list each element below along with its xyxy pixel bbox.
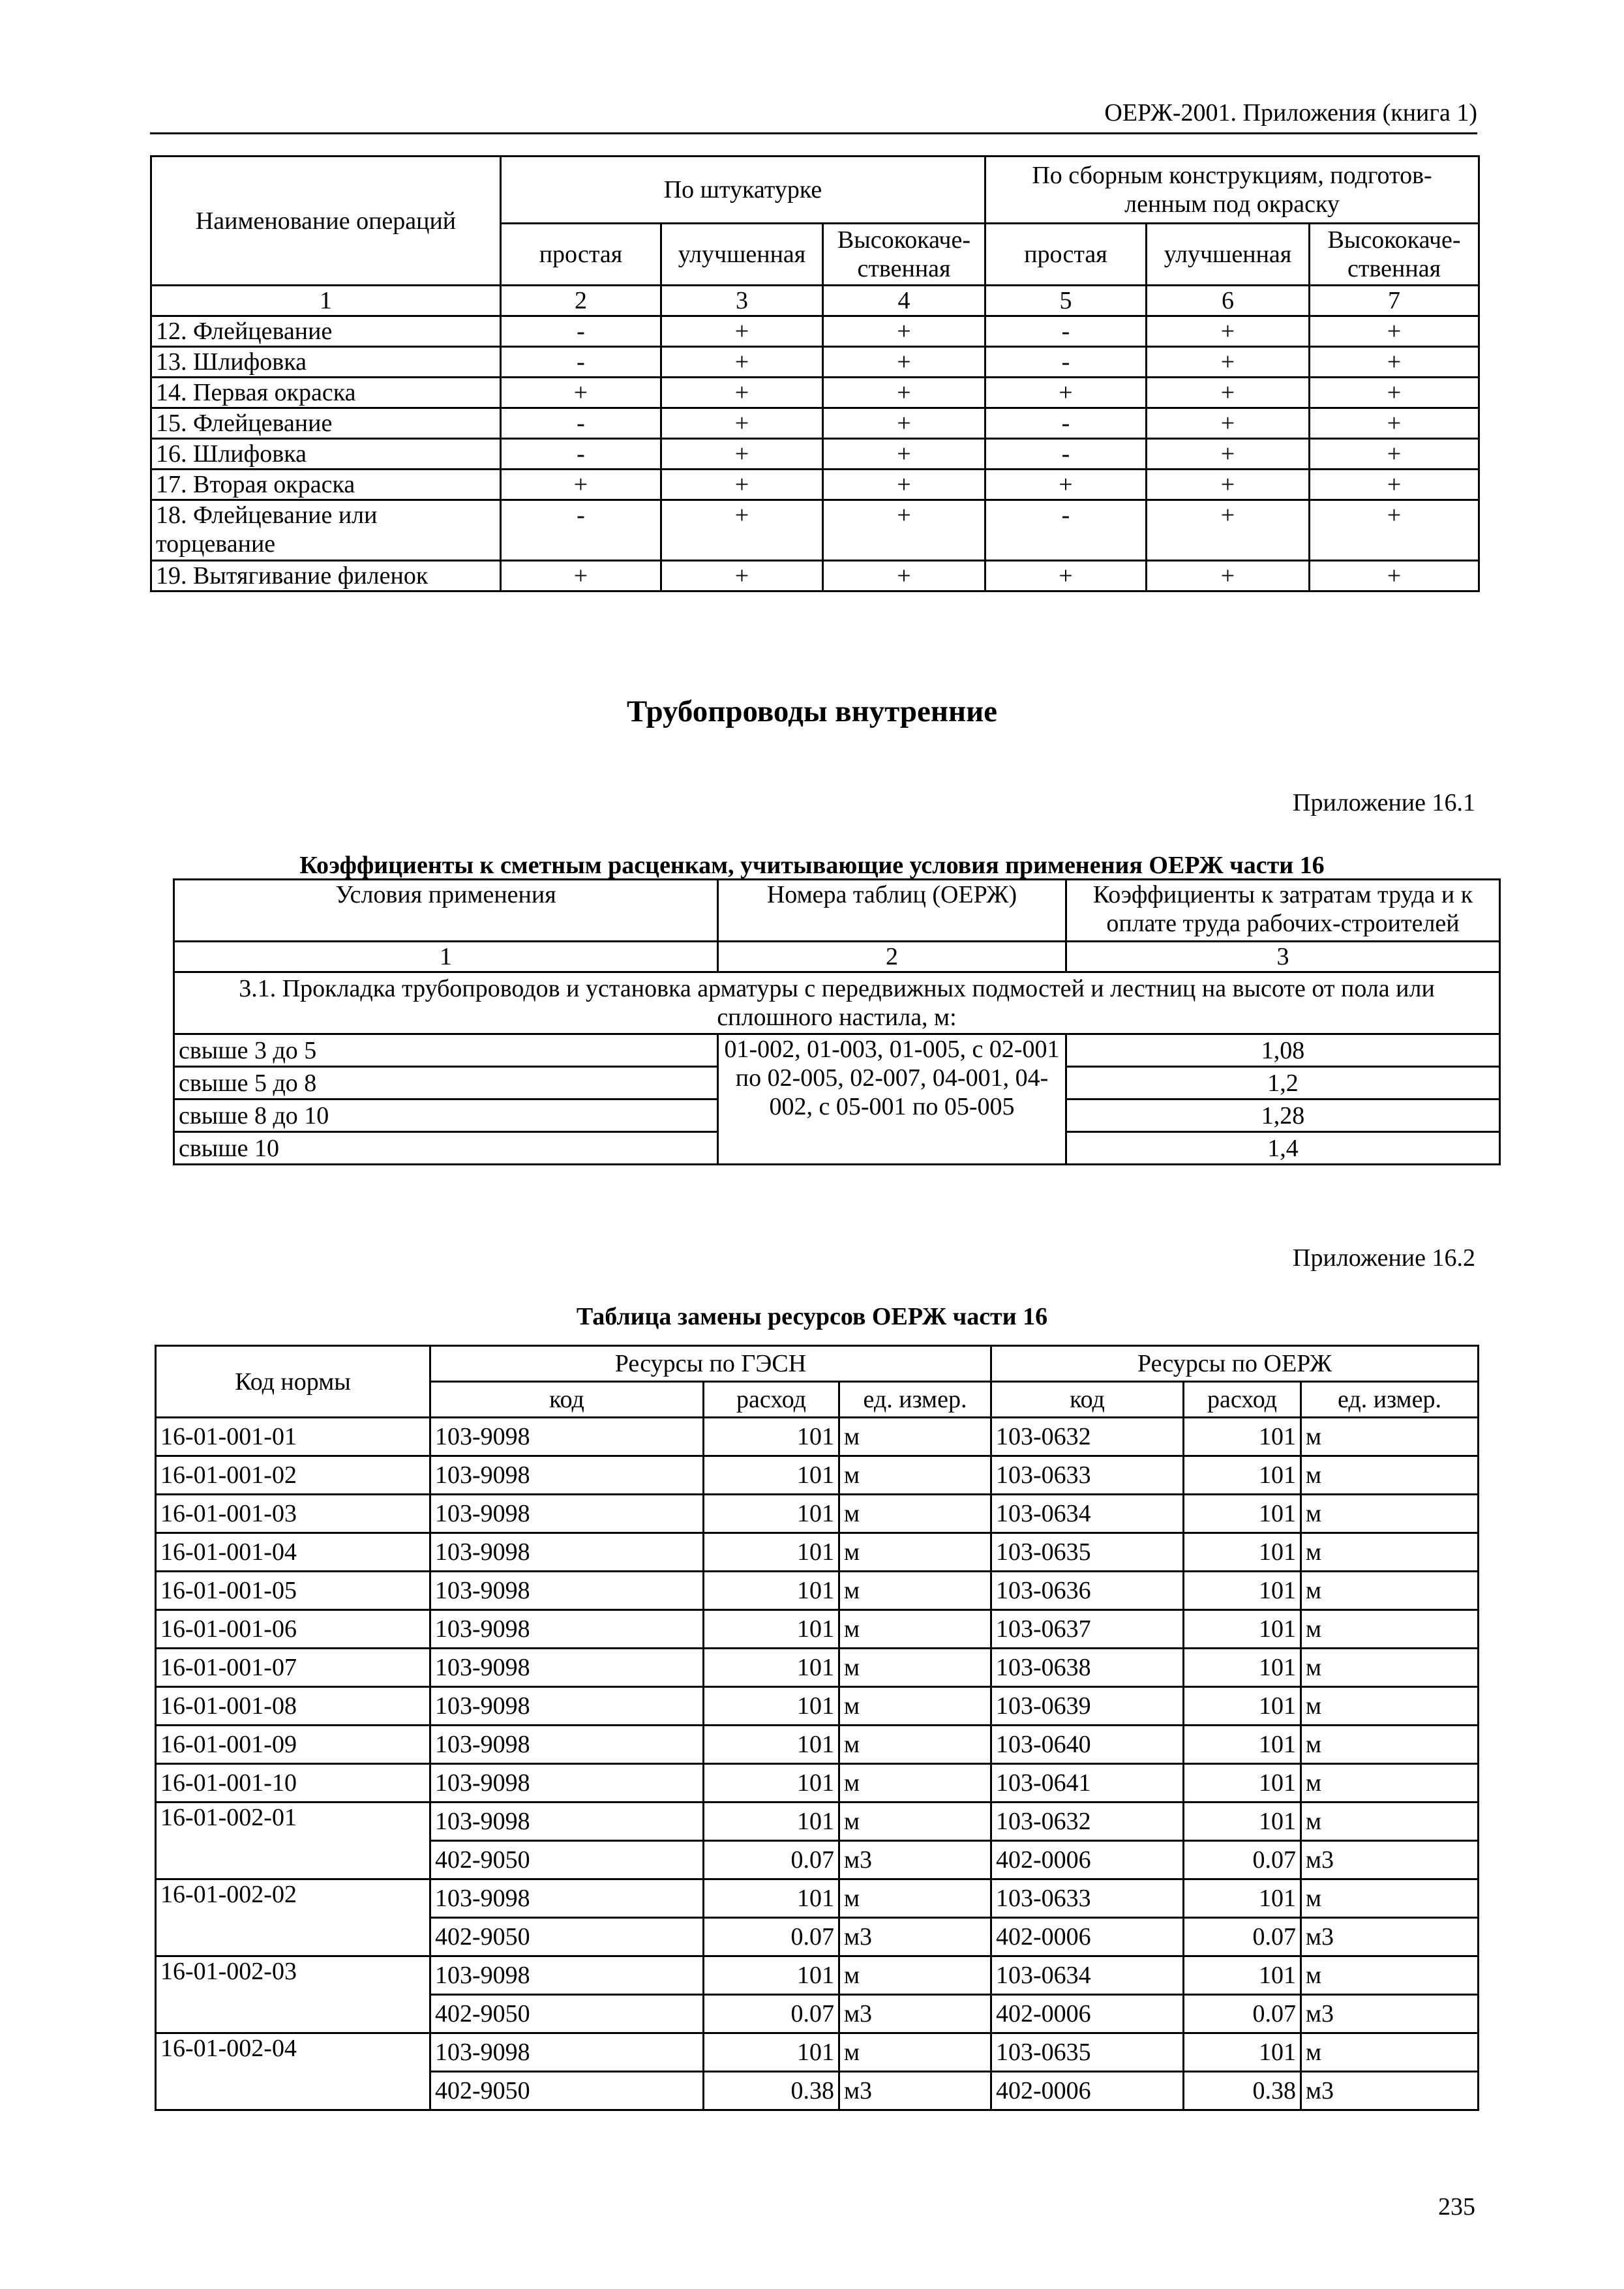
gesn-amount: 101	[704, 1687, 839, 1726]
gesn-code: 103-9098	[430, 1572, 704, 1610]
mark-cell: +	[1310, 316, 1479, 347]
gesn-unit: м3	[839, 1995, 991, 2033]
gesn-unit: м3	[839, 1841, 991, 1879]
mark-cell: +	[1310, 500, 1479, 561]
oerzh-code: 103-0635	[991, 1533, 1184, 1572]
oerzh-code: 402-0006	[991, 2072, 1184, 2110]
gesn-code: 103-9098	[430, 1956, 704, 1995]
gesn-amount: 101	[704, 1533, 839, 1572]
mark-cell: -	[985, 316, 1147, 347]
header-rule	[150, 132, 1477, 134]
gesn-unit: м	[839, 1610, 991, 1649]
gesn-amount: 101	[704, 1879, 839, 1918]
oerzh-unit: м	[1301, 1610, 1479, 1649]
sub-header: Высококаче- ственная	[823, 224, 985, 286]
col-header-norm-code: Код нормы	[156, 1346, 430, 1418]
column-number: 1	[151, 286, 501, 316]
gesn-amount: 0.07	[704, 1995, 839, 2033]
gesn-code: 103-9098	[430, 1726, 704, 1764]
oerzh-unit: м	[1301, 1649, 1479, 1687]
gesn-unit: м	[839, 1956, 991, 1995]
sub-header: код	[430, 1382, 704, 1418]
gesn-unit: м	[839, 1572, 991, 1610]
oerzh-amount: 101	[1184, 1610, 1301, 1649]
gesn-amount: 101	[704, 1572, 839, 1610]
gesn-unit: м	[839, 1533, 991, 1572]
sub-header: код	[991, 1382, 1184, 1418]
oerzh-code: 103-0640	[991, 1726, 1184, 1764]
mark-cell: -	[985, 439, 1147, 470]
condition-cell: свыше 5 до 8	[174, 1067, 718, 1100]
gesn-code: 103-9098	[430, 1879, 704, 1918]
oerzh-unit: м3	[1301, 2072, 1479, 2110]
oerzh-unit: м3	[1301, 1918, 1479, 1956]
gesn-unit: м3	[839, 1918, 991, 1956]
table-row	[156, 1649, 1479, 1687]
appendix-label: Приложение 16.2	[1293, 1244, 1475, 1272]
column-number: 1	[174, 942, 718, 972]
mark-cell: +	[823, 439, 985, 470]
mark-cell: +	[823, 347, 985, 378]
gesn-code: 402-9050	[430, 1995, 704, 2033]
mark-cell: +	[823, 378, 985, 408]
mark-cell: +	[661, 439, 823, 470]
gesn-amount: 101	[704, 1418, 839, 1456]
mark-cell: -	[501, 439, 661, 470]
column-number: 6	[1147, 286, 1310, 316]
gesn-unit: м	[839, 1764, 991, 1803]
condition-cell: свыше 3 до 5	[174, 1034, 718, 1067]
oerzh-amount: 101	[1184, 1533, 1301, 1572]
operation-name: 18. Флейцевание или торцевание	[151, 500, 501, 561]
table-row	[151, 561, 1479, 591]
oerzh-unit: м3	[1301, 1995, 1479, 2033]
table-row	[151, 470, 1479, 500]
column-number: 5	[985, 286, 1147, 316]
oerzh-code: 402-0006	[991, 1841, 1184, 1879]
oerzh-amount: 0.07	[1184, 1841, 1301, 1879]
gesn-unit: м	[839, 1456, 991, 1495]
norm-code: 16-01-002-03	[156, 1956, 430, 2033]
mark-cell: +	[985, 470, 1147, 500]
oerzh-unit: м	[1301, 1803, 1479, 1841]
norm-code: 16-01-001-03	[156, 1495, 430, 1533]
mark-cell: +	[1147, 439, 1310, 470]
oerzh-amount: 101	[1184, 1764, 1301, 1803]
table-row	[156, 1456, 1479, 1495]
gesn-code: 103-9098	[430, 1649, 704, 1687]
mark-cell: +	[1147, 347, 1310, 378]
col-header-operation: Наименование операций	[151, 157, 501, 286]
oerzh-code: 103-0641	[991, 1764, 1184, 1803]
gesn-amount: 101	[704, 1495, 839, 1533]
oerzh-amount: 0.38	[1184, 2072, 1301, 2110]
norm-code: 16-01-002-02	[156, 1879, 430, 1956]
gesn-unit: м	[839, 2033, 991, 2072]
section-title: Трубопроводы внутренние	[626, 695, 998, 728]
mark-cell: -	[501, 408, 661, 439]
mark-cell: +	[661, 470, 823, 500]
mark-cell: +	[501, 561, 661, 591]
oerzh-unit: м	[1301, 1956, 1479, 1995]
mark-cell: +	[1310, 408, 1479, 439]
gesn-amount: 101	[704, 2033, 839, 2072]
mark-cell: -	[501, 347, 661, 378]
operation-name: 13. Шлифовка	[151, 347, 501, 378]
norm-code: 16-01-001-08	[156, 1687, 430, 1726]
table-row	[156, 1687, 1479, 1726]
oerzh-amount: 101	[1184, 1456, 1301, 1495]
table-row	[156, 1572, 1479, 1610]
oerzh-unit: м	[1301, 1418, 1479, 1456]
table-row	[174, 1034, 1500, 1067]
oerzh-code: 103-0635	[991, 2033, 1184, 2072]
oerzh-code: 402-0006	[991, 1995, 1184, 2033]
norm-code: 16-01-001-04	[156, 1533, 430, 1572]
mark-cell: +	[985, 378, 1147, 408]
mark-cell: -	[501, 500, 661, 561]
operations-table	[150, 155, 1480, 592]
coefficient-cell: 1,28	[1066, 1100, 1500, 1132]
column-number: 7	[1310, 286, 1479, 316]
table-row	[156, 1764, 1479, 1803]
tables-ref-cell: 01-002, 01-003, 01-005, с 02-001 по 02-005, 02-007, 04-001, 04-002, с 05-001 по 05-005	[718, 1034, 1066, 1165]
sub-header: расход	[1184, 1382, 1301, 1418]
mark-cell: +	[1310, 561, 1479, 591]
mark-cell: +	[1310, 439, 1479, 470]
oerzh-unit: м	[1301, 1687, 1479, 1726]
mark-cell: -	[985, 408, 1147, 439]
mark-cell: +	[1147, 500, 1310, 561]
group-header-prefab: По сборным конструкциям, подготов- ленным под окраску	[985, 157, 1479, 224]
oerzh-amount: 101	[1184, 1879, 1301, 1918]
table-caption: Коэффициенты к сметным расценкам, учитывающие условия применения ОЕРЖ части 16	[299, 852, 1325, 879]
gesn-unit: м	[839, 1687, 991, 1726]
table-row	[156, 1418, 1479, 1456]
mark-cell: +	[661, 408, 823, 439]
table-row	[156, 2033, 1479, 2072]
gesn-code: 103-9098	[430, 2033, 704, 2072]
gesn-amount: 0.38	[704, 2072, 839, 2110]
oerzh-amount: 101	[1184, 1495, 1301, 1533]
norm-code: 16-01-001-01	[156, 1418, 430, 1456]
norm-code: 16-01-001-05	[156, 1572, 430, 1610]
oerzh-unit: м	[1301, 2033, 1479, 2072]
gesn-code: 103-9098	[430, 1610, 704, 1649]
mark-cell: +	[1147, 408, 1310, 439]
gesn-unit: м3	[839, 2072, 991, 2110]
mark-cell: +	[1310, 347, 1479, 378]
gesn-code: 103-9098	[430, 1495, 704, 1533]
mark-cell: +	[823, 408, 985, 439]
oerzh-amount: 0.07	[1184, 1918, 1301, 1956]
sub-header: расход	[704, 1382, 839, 1418]
mark-cell: -	[501, 316, 661, 347]
oerzh-code: 103-0638	[991, 1649, 1184, 1687]
gesn-unit: м	[839, 1418, 991, 1456]
group-header-oerzh: Ресурсы по ОЕРЖ	[991, 1346, 1479, 1382]
gesn-amount: 0.07	[704, 1918, 839, 1956]
mark-cell: +	[661, 347, 823, 378]
oerzh-unit: м	[1301, 1495, 1479, 1533]
mark-cell: +	[661, 561, 823, 591]
table-row	[151, 500, 1479, 561]
column-number: 3	[661, 286, 823, 316]
mark-cell: +	[1310, 470, 1479, 500]
appendix-label: Приложение 16.1	[1293, 789, 1475, 816]
mark-cell: +	[1310, 378, 1479, 408]
table-row	[156, 1956, 1479, 1995]
col-header-coefficients: Коэффициенты к затратам труда и к оплате труда рабочих-строителей	[1066, 880, 1500, 942]
sub-header: Высококаче- ственная	[1310, 224, 1479, 286]
norm-code: 16-01-002-04	[156, 2033, 430, 2110]
mark-cell: +	[661, 500, 823, 561]
oerzh-code: 103-0633	[991, 1456, 1184, 1495]
oerzh-unit: м	[1301, 1456, 1479, 1495]
norm-code: 16-01-001-02	[156, 1456, 430, 1495]
operation-name: 16. Шлифовка	[151, 439, 501, 470]
mark-cell: -	[985, 347, 1147, 378]
gesn-unit: м	[839, 1726, 991, 1764]
norm-code: 16-01-002-01	[156, 1803, 430, 1879]
gesn-amount: 101	[704, 1803, 839, 1841]
resource-replacement-table	[155, 1345, 1479, 2111]
oerzh-code: 103-0639	[991, 1687, 1184, 1726]
mark-cell: +	[501, 378, 661, 408]
coefficient-cell: 1,2	[1066, 1067, 1500, 1100]
gesn-code: 402-9050	[430, 2072, 704, 2110]
oerzh-unit: м	[1301, 1726, 1479, 1764]
table-row	[156, 1803, 1479, 1841]
column-number: 2	[718, 942, 1066, 972]
oerzh-amount: 101	[1184, 1572, 1301, 1610]
sub-header: улучшенная	[661, 224, 823, 286]
oerzh-amount: 101	[1184, 1649, 1301, 1687]
sub-header: простая	[501, 224, 661, 286]
operation-name: 12. Флейцевание	[151, 316, 501, 347]
mark-cell: +	[501, 470, 661, 500]
mark-cell: +	[1147, 316, 1310, 347]
mark-cell: +	[823, 561, 985, 591]
gesn-code: 103-9098	[430, 1533, 704, 1572]
oerzh-amount: 101	[1184, 1418, 1301, 1456]
sub-header: ед. измер.	[1301, 1382, 1479, 1418]
gesn-code: 402-9050	[430, 1918, 704, 1956]
mark-cell: +	[661, 316, 823, 347]
oerzh-code: 103-0634	[991, 1495, 1184, 1533]
gesn-unit: м	[839, 1649, 991, 1687]
column-number: 2	[501, 286, 661, 316]
gesn-amount: 101	[704, 1610, 839, 1649]
mark-cell: +	[1147, 470, 1310, 500]
sub-header: улучшенная	[1147, 224, 1310, 286]
page-number: 235	[1438, 2193, 1475, 2221]
mark-cell: +	[823, 316, 985, 347]
oerzh-code: 103-0634	[991, 1956, 1184, 1995]
oerzh-code: 103-0632	[991, 1418, 1184, 1456]
oerzh-unit: м	[1301, 1533, 1479, 1572]
norm-code: 16-01-001-06	[156, 1610, 430, 1649]
column-number: 3	[1066, 942, 1500, 972]
oerzh-code: 103-0632	[991, 1803, 1184, 1841]
section-row: 3.1. Прокладка трубопроводов и установка арматуры с передвижных подмостей и лестниц на высоте от пола или сплошного настила, м:	[174, 972, 1500, 1034]
mark-cell: +	[661, 378, 823, 408]
gesn-unit: м	[839, 1495, 991, 1533]
table-row	[156, 1879, 1479, 1918]
norm-code: 16-01-001-10	[156, 1764, 430, 1803]
gesn-unit: м	[839, 1879, 991, 1918]
oerzh-unit: м	[1301, 1572, 1479, 1610]
table-row	[151, 316, 1479, 347]
oerzh-unit: м3	[1301, 1841, 1479, 1879]
operation-name: 17. Вторая окраска	[151, 470, 501, 500]
gesn-code: 103-9098	[430, 1687, 704, 1726]
oerzh-unit: м	[1301, 1879, 1479, 1918]
table-body	[156, 1418, 1479, 2110]
gesn-amount: 101	[704, 1456, 839, 1495]
table-row	[151, 378, 1479, 408]
gesn-amount: 101	[704, 1764, 839, 1803]
oerzh-amount: 0.07	[1184, 1995, 1301, 2033]
group-header-plaster: По штукатурке	[501, 157, 985, 224]
col-header-conditions: Условия применения	[174, 880, 718, 942]
running-header: ОЕРЖ-2001. Приложения (книга 1)	[1104, 99, 1477, 127]
table-row	[156, 1726, 1479, 1764]
mark-cell: +	[823, 470, 985, 500]
mark-cell: -	[985, 500, 1147, 561]
operation-name: 15. Флейцевание	[151, 408, 501, 439]
gesn-code: 103-9098	[430, 1764, 704, 1803]
table-row	[151, 439, 1479, 470]
table-row	[151, 347, 1479, 378]
gesn-code: 103-9098	[430, 1803, 704, 1841]
column-number: 4	[823, 286, 985, 316]
group-header-gesn: Ресурсы по ГЭСН	[430, 1346, 991, 1382]
condition-cell: свыше 10	[174, 1132, 718, 1165]
table-row	[156, 1495, 1479, 1533]
oerzh-code: 103-0633	[991, 1879, 1184, 1918]
coefficient-cell: 1,08	[1066, 1034, 1500, 1067]
operation-name: 19. Вытягивание филенок	[151, 561, 501, 591]
gesn-unit: м	[839, 1803, 991, 1841]
mark-cell: +	[823, 500, 985, 561]
oerzh-unit: м	[1301, 1764, 1479, 1803]
sub-header: ед. измер.	[839, 1382, 991, 1418]
gesn-code: 402-9050	[430, 1841, 704, 1879]
gesn-code: 103-9098	[430, 1418, 704, 1456]
table-caption: Таблица замены ресурсов ОЕРЖ части 16	[576, 1303, 1048, 1330]
table-row	[156, 1533, 1479, 1572]
mark-cell: +	[1147, 378, 1310, 408]
operation-name: 14. Первая окраска	[151, 378, 501, 408]
gesn-amount: 101	[704, 1649, 839, 1687]
oerzh-code: 103-0637	[991, 1610, 1184, 1649]
gesn-amount: 101	[704, 1726, 839, 1764]
mark-cell: +	[1147, 561, 1310, 591]
oerzh-amount: 101	[1184, 1726, 1301, 1764]
norm-code: 16-01-001-07	[156, 1649, 430, 1687]
gesn-amount: 101	[704, 1956, 839, 1995]
norm-code: 16-01-001-09	[156, 1726, 430, 1764]
table-row	[156, 1610, 1479, 1649]
oerzh-amount: 101	[1184, 2033, 1301, 2072]
oerzh-code: 103-0636	[991, 1572, 1184, 1610]
coefficients-table	[173, 878, 1501, 1165]
oerzh-amount: 101	[1184, 1687, 1301, 1726]
mark-cell: +	[985, 561, 1147, 591]
sub-header: простая	[985, 224, 1147, 286]
oerzh-amount: 101	[1184, 1956, 1301, 1995]
table-row	[151, 408, 1479, 439]
gesn-amount: 0.07	[704, 1841, 839, 1879]
col-header-tables: Номера таблиц (ОЕРЖ)	[718, 880, 1066, 942]
coefficient-cell: 1,4	[1066, 1132, 1500, 1165]
gesn-code: 103-9098	[430, 1456, 704, 1495]
oerzh-amount: 101	[1184, 1803, 1301, 1841]
condition-cell: свыше 8 до 10	[174, 1100, 718, 1132]
oerzh-code: 402-0006	[991, 1918, 1184, 1956]
